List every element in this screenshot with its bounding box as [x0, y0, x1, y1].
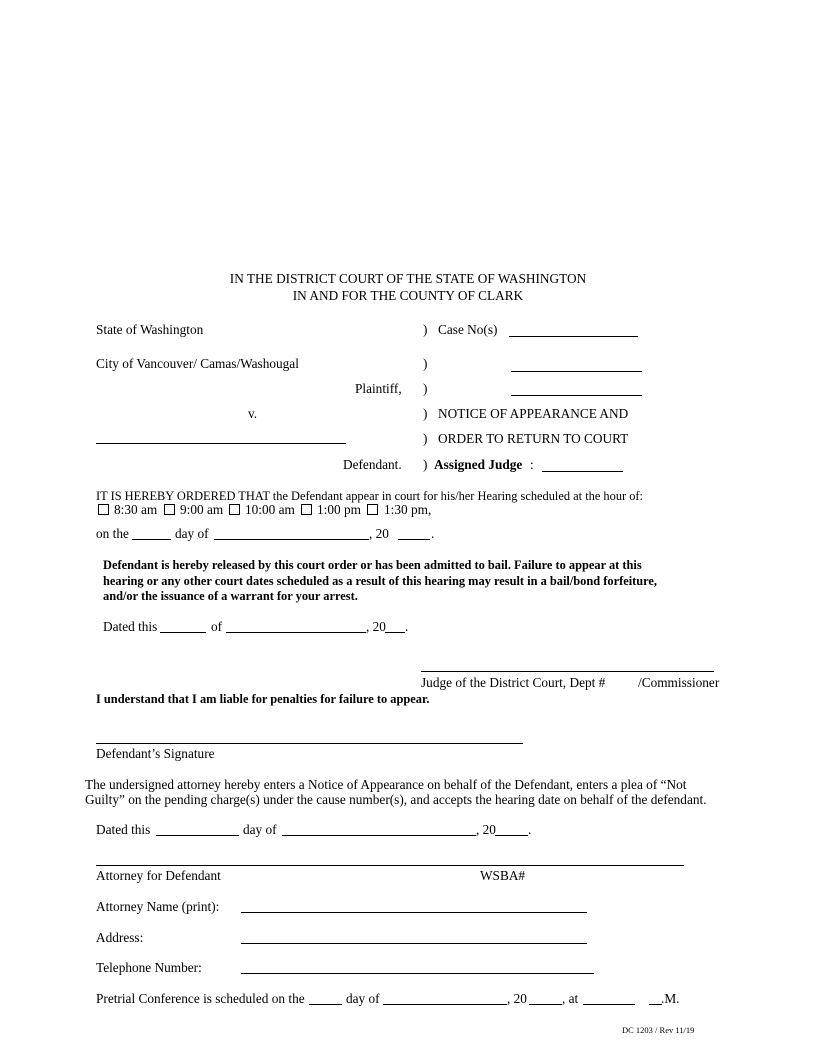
caption-versus: v. — [248, 406, 258, 421]
release-notice-line1: Defendant is hereby released by this court order or has been admitted to bail. Failure to appear at this — [103, 558, 642, 572]
attorney-dated-day-line[interactable] — [156, 835, 239, 836]
dated-this-label: Dated this — [103, 619, 158, 634]
time-option-900: 9:00 am — [180, 502, 224, 517]
release-notice-line2: hearing or any other court dates scheduled as a result of this hearing may result in a bail/bond forfeiture, — [103, 574, 658, 588]
address-label: Address: — [96, 930, 144, 945]
pretrial-label: Pretrial Conference is scheduled on the — [96, 991, 305, 1006]
judge-signature-line[interactable] — [421, 671, 714, 672]
attorney-dated-comma-20: , 20 — [476, 822, 496, 837]
time-option-830: 8:30 am — [114, 502, 158, 517]
order-day-line[interactable] — [132, 539, 171, 540]
court-header-line2: IN AND FOR THE COUNTY OF CLARK — [292, 288, 524, 303]
time-option-1000: 10:00 am — [245, 502, 295, 517]
attorney-dated-month-line[interactable] — [282, 835, 476, 836]
document-title-line1: NOTICE OF APPEARANCE AND — [438, 406, 629, 421]
caption-paren: ) — [423, 356, 428, 371]
caption-paren: ) — [423, 381, 428, 396]
caption-paren: ) — [423, 457, 428, 472]
time-checkbox-130pm[interactable] — [367, 504, 378, 515]
dated-month-line[interactable] — [226, 632, 366, 633]
pretrial-day-of: day of — [346, 991, 380, 1006]
pretrial-comma-at: , at — [562, 991, 579, 1006]
dated-day-line[interactable] — [160, 632, 206, 633]
acknowledgement-statement: I understand that I am liable for penalties for failure to appear. — [96, 692, 430, 706]
caption-paren: ) — [423, 406, 428, 421]
order-intro: IT IS HEREBY ORDERED THAT the Defendant appear in court for his/her Hearing scheduled at the hour of: — [96, 489, 644, 503]
attorney-dated-label: Dated this — [96, 822, 151, 837]
release-notice-line3: and/or the issuance of a warrant for your arrest. — [103, 589, 358, 603]
judge-commissioner-label: /Commissioner — [638, 675, 720, 690]
caption-city: City of Vancouver/ Camas/Washougal — [96, 356, 299, 371]
order-comma-20: , 20 — [369, 526, 389, 541]
document-title-line2: ORDER TO RETURN TO COURT — [438, 431, 629, 446]
assigned-judge-line[interactable] — [542, 471, 623, 472]
caption-paren: ) — [423, 322, 428, 337]
dated-of: of — [211, 619, 223, 634]
assigned-judge-colon: : — [530, 457, 534, 472]
attorney-name-line[interactable] — [241, 912, 587, 913]
dated-year-line[interactable] — [385, 632, 405, 633]
time-checkbox-1000[interactable] — [229, 504, 240, 515]
telephone-line[interactable] — [241, 973, 594, 974]
case-number-line-3[interactable] — [511, 395, 642, 396]
order-on-the: on the — [96, 526, 129, 541]
order-month-line[interactable] — [214, 539, 369, 540]
attorney-name-label: Attorney Name (print): — [96, 899, 220, 914]
dated-period: . — [405, 619, 409, 634]
case-number-label: Case No(s) — [438, 322, 498, 337]
time-option-130pm: 1:30 pm, — [384, 502, 432, 517]
pretrial-time-line[interactable] — [583, 1004, 635, 1005]
defendant-signature-label: Defendant’s Signature — [96, 746, 215, 761]
court-header-line1: IN THE DISTRICT COURT OF THE STATE OF WASHINGTON — [229, 271, 587, 286]
attorney-signature-line[interactable] — [96, 865, 684, 866]
wsba-label: WSBA# — [480, 868, 526, 883]
attorney-notice-line1: The undersigned attorney hereby enters a Notice of Appearance on behalf of the Defendant, enters a plea of “Not — [85, 777, 687, 792]
judge-signature-label: Judge of the District Court, Dept # — [421, 675, 606, 690]
pretrial-month-line[interactable] — [383, 1004, 507, 1005]
order-day-of: day of — [175, 526, 209, 541]
attorney-dated-year-line[interactable] — [495, 835, 528, 836]
defendant-name-line[interactable] — [96, 443, 346, 444]
caption-paren: ) — [423, 431, 428, 446]
order-year-line[interactable] — [398, 539, 430, 540]
time-checkbox-900[interactable] — [164, 504, 175, 515]
time-checkbox-830[interactable] — [98, 504, 109, 515]
form-number-footer: DC 1203 / Rev 11/19 — [622, 1025, 695, 1035]
attorney-dated-day-of: day of — [243, 822, 277, 837]
defendant-signature-line[interactable] — [96, 743, 523, 744]
pretrial-m-label: .M. — [661, 991, 680, 1006]
order-period: . — [431, 526, 435, 541]
time-option-100pm: 1:00 pm — [317, 502, 361, 517]
pretrial-comma-20: , 20 — [507, 991, 527, 1006]
attorney-signature-label: Attorney for Defendant — [96, 868, 221, 883]
telephone-label: Telephone Number: — [96, 960, 202, 975]
attorney-dated-period: . — [528, 822, 532, 837]
pretrial-year-line[interactable] — [529, 1004, 562, 1005]
pretrial-day-line[interactable] — [309, 1004, 342, 1005]
dated-comma-20: , 20 — [366, 619, 386, 634]
address-line[interactable] — [241, 943, 587, 944]
attorney-notice-line2: Guilty” on the pending charge(s) under the cause number(s), and accepts the hearing date on behalf of the defendant. — [85, 792, 707, 807]
time-checkbox-100pm[interactable] — [301, 504, 312, 515]
case-number-line-2[interactable] — [511, 371, 642, 372]
caption-defendant: Defendant. — [343, 457, 402, 472]
assigned-judge-label: Assigned Judge — [434, 457, 523, 472]
caption-state: State of Washington — [96, 322, 204, 337]
caption-plaintiff: Plaintiff, — [355, 381, 402, 396]
case-number-line[interactable] — [509, 336, 638, 337]
